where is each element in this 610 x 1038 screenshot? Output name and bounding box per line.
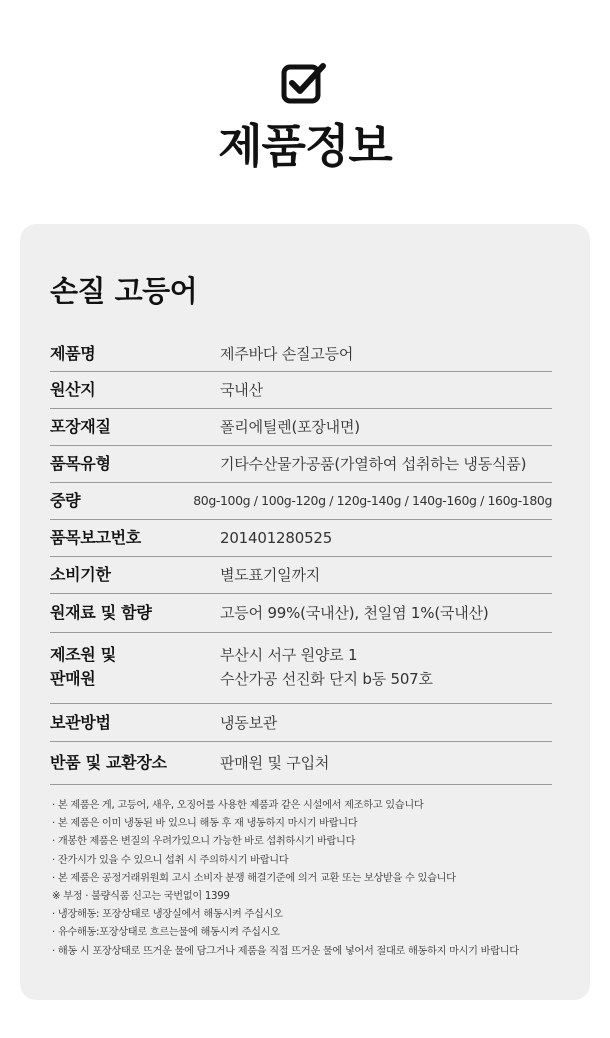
spec-row-item-type: [50, 446, 552, 483]
spec-row-return-place: [50, 742, 552, 785]
spec-row-manufacturer: [50, 633, 552, 704]
spec-row-product-name: [50, 336, 552, 372]
spec-value-line: 수산가공 선진화 단지 b동 507호: [220, 670, 433, 688]
spec-label: 소비기한: [50, 565, 111, 584]
spec-value: 폴리에틸렌(포장내면): [220, 418, 360, 436]
spec-label: 보관방법: [50, 712, 111, 732]
spec-row-expiry: [50, 557, 552, 594]
spec-value: [220, 643, 552, 691]
spec-table: [50, 336, 552, 785]
spec-label: 원재료 및 함량: [50, 603, 152, 622]
note-item: · 개봉한 제품은 변질의 우려가있으니 가능한 바로 섭취하시기 바랍니다: [52, 836, 356, 848]
spec-row-packaging: [50, 409, 552, 446]
checkbox-check-icon: [281, 62, 327, 104]
spec-value: 제주바다 손질고등어: [220, 344, 354, 363]
spec-label: 포장재질: [50, 417, 111, 436]
spec-label: 원산지: [50, 380, 96, 399]
spec-value: 판매원 및 구입처: [220, 754, 330, 772]
spec-value: 국내산: [220, 381, 263, 399]
spec-row-weight: [50, 483, 552, 520]
spec-label: [50, 643, 220, 691]
note-item: · 본 제품은 공정거래위원회 고시 소비자 분쟁 해결기준에 의거 교환 또는 보상받을 수 있습니다: [52, 872, 456, 884]
spec-value: 201401280525: [220, 529, 333, 547]
spec-label: 반품 및 교환장소: [50, 753, 167, 772]
spec-value: 별도표기일까지: [220, 566, 321, 584]
spec-row-report-number: [50, 520, 552, 557]
spec-row-ingredients: [50, 594, 552, 633]
spec-value: 80g-100g / 100g-120g / 120g-140g / 140g-160g / 160g-180g: [193, 493, 552, 508]
spec-value: 고등어 99%(국내산), 천일염 1%(국내산): [220, 604, 489, 622]
spec-label-line: 제조원 및: [50, 645, 116, 664]
spec-value-line: 부산시 서구 원양로 1: [220, 646, 358, 664]
product-name: 손질 고등어: [50, 274, 198, 308]
note-item: · 냉장해동: 포장상태로 냉장실에서 해동시켜 주십시오: [52, 909, 283, 921]
page-title: 제품정보: [218, 119, 392, 173]
spec-label: 품목유형: [50, 454, 111, 473]
spec-label: 제품명: [50, 343, 96, 363]
spec-label: 중량: [50, 491, 81, 510]
note-item: · 해동 시 포장상태로 뜨거운 물에 담그거나 제품을 직접 뜨거운 물에 넣어서 절대로 해동하지 마시기 바랍니다: [52, 945, 519, 957]
spec-row-storage: [50, 704, 552, 742]
note-item: ※ 부정 · 불량식품 신고는 국번없이 1399: [52, 891, 230, 903]
spec-row-origin: [50, 372, 552, 409]
spec-label: 품목보고번호: [50, 528, 141, 547]
spec-value: 냉동보관: [220, 713, 278, 732]
spec-label-line: 판매원: [50, 669, 96, 688]
note-item: · 유수해동:포장상태로 흐르는물에 해동시켜 주십시오: [52, 927, 280, 939]
note-item: · 잔가시가 있을 수 있으니 섭취 시 주의하시기 바랍니다: [52, 854, 289, 866]
note-item: · 본 제품은 게, 고등어, 새우, 오징어를 사용한 제품과 같은 시설에서 제조하고 있습니다: [52, 800, 424, 811]
notes-list: [52, 797, 562, 961]
spec-value: 기타수산물가공품(가열하여 섭취하는 냉동식품): [220, 455, 527, 473]
note-item: · 본 제품은 이미 냉동된 바 있으니 해동 후 재 냉동하지 마시기 바랍니다: [52, 818, 358, 830]
